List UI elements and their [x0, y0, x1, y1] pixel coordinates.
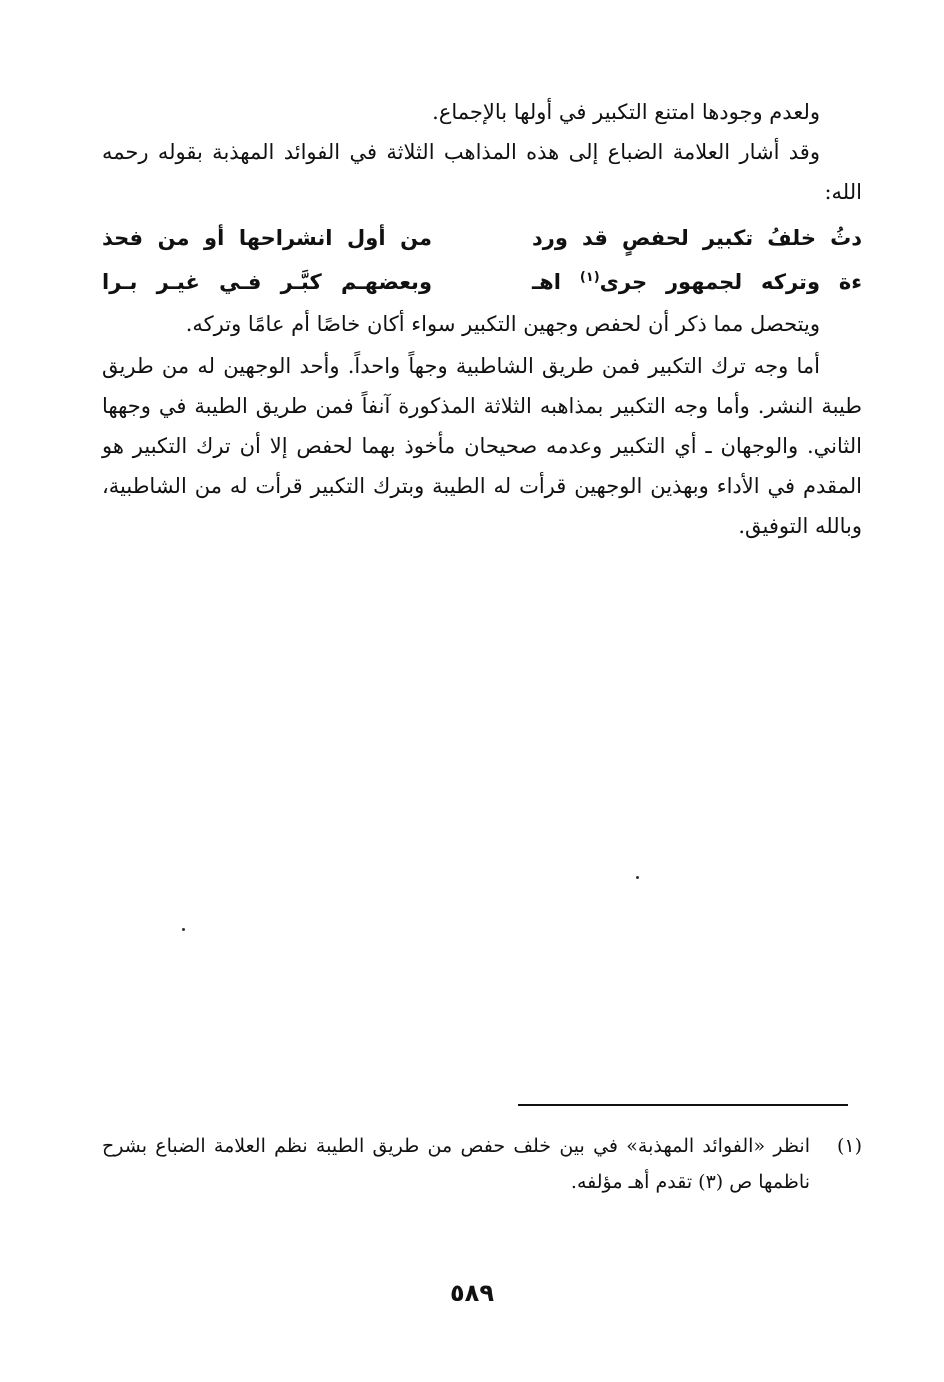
body-text — [102, 304, 862, 546]
print-speck — [182, 928, 185, 931]
footnote-text: انظر «الفوائد المهذبة» في بين خلف حفص من طريق الطيبة نظم العلامة الضباع بشرح ناظمها ص (٣) تقدم أهـ مؤلفه. — [102, 1135, 810, 1193]
verse-2-first-hemistich — [532, 262, 862, 302]
footnote-separator — [518, 1104, 848, 1106]
paragraph-dabbaa-reference: وقد أشار العلامة الضباع إلى هذه المذاهب الثلاثة في الفوائد المهذبة بقوله رحمه الله: — [102, 140, 862, 204]
print-speck — [636, 876, 639, 879]
poem-verse-2 — [102, 262, 862, 302]
verse-1-second-hemistich: من أول انشراحها أو من فحذ — [102, 226, 432, 250]
footnote-number: (١) — [836, 1135, 862, 1157]
verse-2-first-text: ءة وتركه لجمهور جرى — [599, 270, 862, 294]
footnote — [102, 1128, 862, 1200]
verse-2-second-hemistich: وبعضهـم كبَّـر فـي غيـر بـرا — [102, 270, 432, 294]
footnote-marker: (١) — [579, 270, 600, 285]
verse-1-first-hemistich: دثُ خلفُ تكبير لحفصٍ قد ورد — [532, 226, 862, 250]
paragraph-two-ways: ويتحصل مما ذكر أن لحفص وجهين التكبير سواء أكان خاصًا أم عامًا وتركه. — [185, 312, 820, 336]
paragraph-consensus: ولعدم وجودها امتنع التكبير في أولها بالإجماع. — [432, 100, 820, 124]
page-number: ٥٨٩ — [450, 1279, 494, 1307]
poem-verse-1 — [102, 218, 862, 258]
intro-text — [102, 92, 862, 212]
paragraph-shatibiyya-tayyiba: أما وجه ترك التكبير فمن طريق الشاطبية وجهاً واحداً. وأحد الوجهين له من طريق طيبة النشر. وأما وجه التكبير بمذاهبه الثلاثة المذكورة آنفاً فمن طريق الطيبة في وجهها الثاني. والوجهان ـ أي التكبير وعدمه صحيحان مأخوذ بهما لحفص إلا أن ترك التكبير هو المقدم في الأداء وبهذين الوجهين قرأت له الطيبة وبترك التكبير قرأت له من الشاطبية، وبالله التوفيق. — [102, 354, 862, 538]
verse-2-suffix: اهـ — [532, 270, 561, 294]
